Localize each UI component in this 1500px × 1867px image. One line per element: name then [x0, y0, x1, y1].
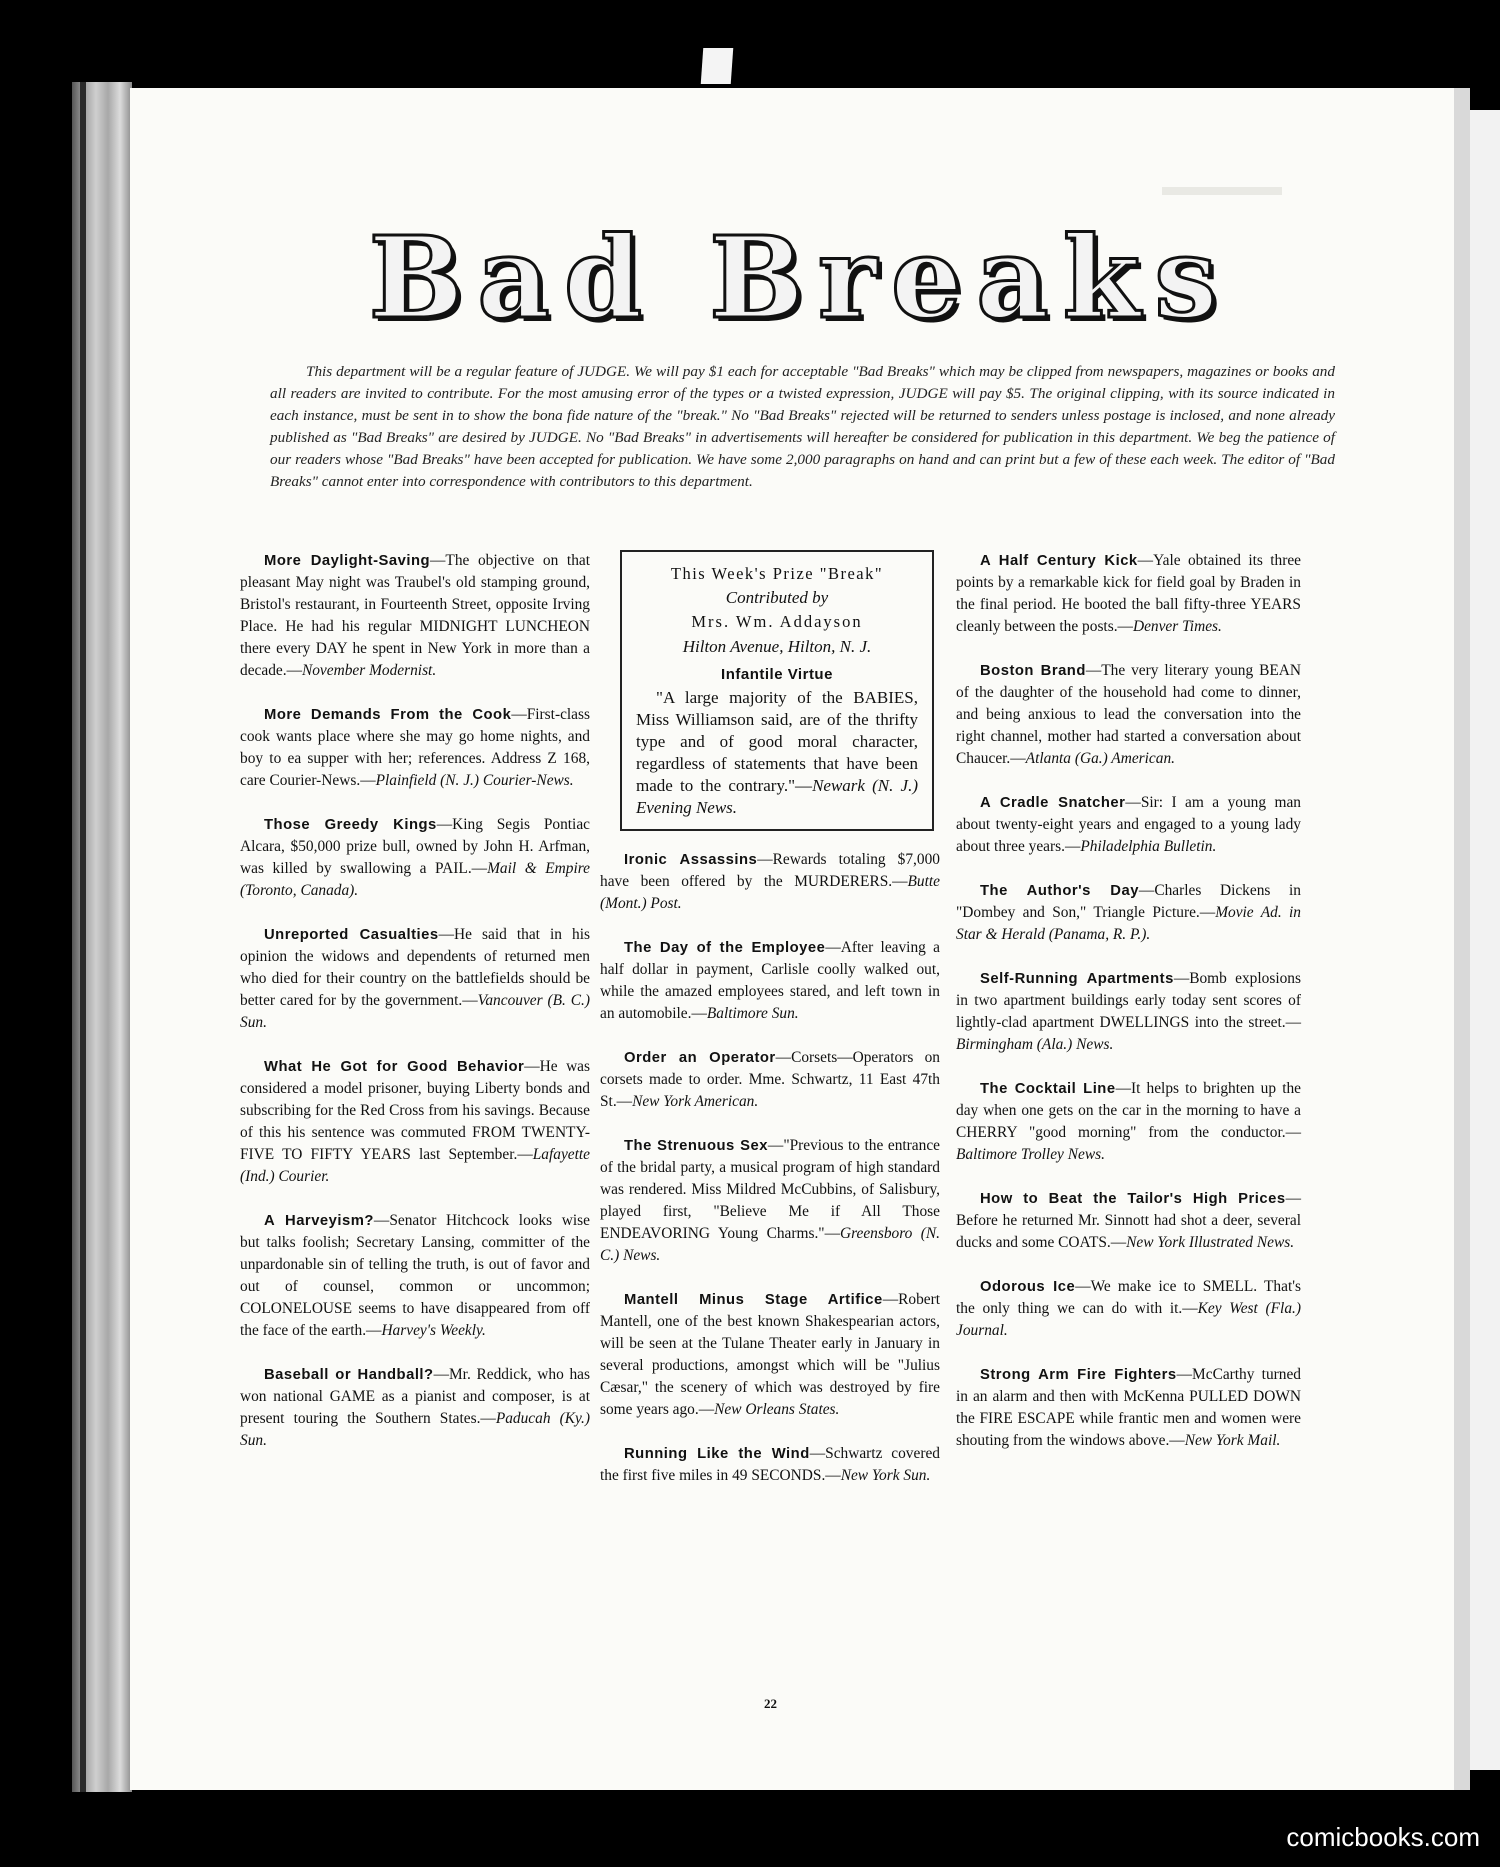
break-text: —Robert Mantell, one of the best known Shakespearian actors, will be seen at the Tulane Theater early in January in several productions, amongst which will be "Julius Cæsar," the scenery of which was destroyed by fire some years ago.— — [600, 1291, 940, 1418]
break-headline: More Daylight-Saving — [264, 553, 431, 569]
break-item — [956, 792, 1301, 858]
break-item — [240, 814, 590, 902]
break-source: New York American. — [632, 1093, 759, 1110]
break-source: Greensboro (N. C.) News. — [600, 1225, 940, 1264]
break-source: Atlanta (Ga.) American. — [1025, 750, 1175, 767]
break-headline: The Cocktail Line — [980, 1081, 1116, 1097]
prize-contributor-name: Mrs. Wm. Addayson — [691, 612, 863, 631]
column-middle-items — [600, 849, 940, 1487]
page-edge — [1454, 88, 1470, 1790]
break-item — [240, 704, 590, 792]
break-item — [956, 1276, 1301, 1342]
break-source: New Orleans States. — [714, 1401, 840, 1418]
break-item — [600, 1047, 940, 1113]
break-headline: Unreported Casualties — [264, 927, 439, 943]
break-source: Denver Times. — [1132, 618, 1222, 635]
break-source: New York Illustrated News. — [1126, 1234, 1295, 1251]
next-page-edge — [1470, 110, 1500, 1770]
break-item — [240, 924, 590, 1034]
break-headline: A Cradle Snatcher — [980, 795, 1126, 811]
break-headline: Those Greedy Kings — [264, 817, 437, 833]
watermark: comicbooks.com — [1286, 1822, 1480, 1852]
break-source: Harvey's Weekly. — [381, 1322, 486, 1339]
break-text: —"Previous to the entrance of the bridal party, a musical program of high standard was rendered. Miss Mildred McCubbins, of Salisbury, played first, "Believe Me if All Those ENDEAVORING Young Charms."— — [600, 1137, 940, 1242]
break-text: —Senator Hitchcock looks wise but talks foolish; Secretary Lansing, committer of the unpardonable sin of telling the truth, is out of favor and out of counsel, common or uncommon; COLONELOUSE seems to have disappeared from off the face of the earth.— — [240, 1212, 590, 1339]
break-item — [600, 1135, 940, 1267]
break-headline: More Demands From the Cook — [264, 707, 512, 723]
break-source: New York Sun. — [840, 1467, 931, 1484]
break-text: —Rewards totaling $7,000 have been offered by the MURDERERS.— — [600, 851, 940, 890]
break-item — [240, 550, 590, 682]
break-text: —Sir: I am a young man about twenty-eight years and engaged to a young lady about three years.— — [956, 794, 1301, 855]
break-text: —King Segis Pontiac Alcara, $50,000 prize bull, owned by John H. Arfman, was killed by swallowing a PAIL.— — [240, 816, 590, 877]
break-item — [240, 1210, 590, 1342]
prize-box — [620, 550, 934, 831]
break-item — [956, 660, 1301, 770]
break-source: Philadelphia Bulletin. — [1080, 838, 1217, 855]
column-middle — [600, 550, 940, 1509]
break-headline: Mantell Minus Stage Artifice — [624, 1292, 883, 1308]
spine-edge — [80, 82, 86, 1792]
break-text: —Schwartz covered the first five miles in 49 SECONDS.— — [600, 1445, 940, 1484]
break-text: —Mr. Reddick, who has won national GAME as a pianist and composer, is at present touring the Southern States.— — [240, 1366, 591, 1427]
prize-contributed-by: Contributed by — [725, 588, 829, 607]
break-text: —After leaving a half dollar in payment, Carlisle coolly walked out, while the amazed employees stared, and left town in an automobile.— — [600, 939, 940, 1022]
bookmark-tab — [701, 48, 734, 84]
magazine-page — [130, 88, 1466, 1790]
break-headline: The Day of the Employee — [624, 940, 826, 956]
break-headline: Strong Arm Fire Fighters — [980, 1367, 1177, 1383]
break-item — [600, 1443, 940, 1487]
break-text: —McCarthy turned in an alarm and then with McKenna PULLED DOWN the FIRE ESCAPE while frantic men and women were shouting from the windows above.— — [956, 1366, 1301, 1449]
break-headline: A Harveyism? — [264, 1213, 374, 1229]
break-item — [956, 880, 1301, 946]
break-source: Baltimore Sun. — [706, 1005, 799, 1022]
intro-paragraph: This department will be a regular feature of JUDGE. We will pay $1 each for acceptable "Bad Breaks" which may be clipped from newspapers, magazines or books and all readers are invited to contribute. For the most amusing error of the types or a twisted expression, JUDGE will pay $5. The original clipping, with its source indicated in each instance, must be sent in to show the bona fide nature of the "break." No "Bad Breaks" rejected will be returned to senders unless postage is inclosed, and none already published as "Bad Breaks" are desired by JUDGE. No "Bad Breaks" in advertisements will hereafter be considered for publication in this department. We beg the patience of our readers whose "Bad Breaks" have been accepted for publication. We have some 2,000 paragraphs on hand and can print but a few of these each week. The editor of "Bad Breaks" cannot enter into correspondence with contributors to this department. — [270, 363, 1335, 490]
break-source: New York Mail. — [1184, 1432, 1281, 1449]
break-headline: Baseball or Handball? — [264, 1367, 434, 1383]
prize-contributor-address: Hilton Avenue, Hilton, N. J. — [682, 637, 872, 656]
break-text: —Before he returned Mr. Sinnott had shot a deer, several ducks and some COATS.— — [956, 1190, 1301, 1251]
break-text: —Corsets—Operators on corsets made to order. Mme. Schwartz, 11 East 47th St.— — [600, 1049, 940, 1110]
break-headline: Odorous Ice — [980, 1279, 1076, 1295]
break-source: Vancouver (B. C.) Sun. — [240, 992, 590, 1031]
break-text: —Bomb explosions in two apartment buildings early today sent scores of lightly-clad apartment DWELLINGS into the street.— — [956, 970, 1301, 1031]
break-source: Mail & Empire (Toronto, Canada). — [240, 860, 590, 899]
break-text: —First-class cook wants place where she may go home nights, and boy to ea supper with her; references. Address Z 168, care Courier-News.— — [240, 706, 590, 789]
column-right — [956, 550, 1301, 1474]
page-title: Bad Breaks — [368, 213, 1232, 344]
break-source: Baltimore Trolley News. — [956, 1146, 1105, 1163]
break-item — [600, 1289, 940, 1421]
break-item — [240, 1364, 590, 1452]
break-headline: Running Like the Wind — [624, 1446, 810, 1462]
break-item — [956, 1364, 1301, 1452]
break-item — [956, 550, 1301, 638]
prize-break-text — [636, 687, 918, 819]
break-source: Lafayette (Ind.) Courier. — [240, 1146, 590, 1185]
break-item — [600, 937, 940, 1025]
header-ghost — [1162, 187, 1282, 195]
break-headline: Self-Running Apartments — [980, 971, 1174, 987]
break-text: —The very literary young BEAN of the daughter of the household had come to dinner, and being anxious to lead the conversation into the right channel, mother had started a conversation about Chaucer.— — [956, 662, 1301, 767]
break-text: —He said that in his opinion the widows and dependents of returned men who died for their country on the battlefields should be better cared for by the government.— — [240, 926, 590, 1009]
break-item — [956, 1078, 1301, 1166]
prize-source: Newark (N. J.) Evening News. — [636, 776, 919, 817]
break-source: Key West (Fla.) Journal. — [956, 1300, 1301, 1339]
break-source: November Modernist. — [301, 662, 437, 679]
break-item — [240, 1056, 590, 1188]
prize-heading: This Week's Prize "Break" — [670, 564, 884, 583]
break-headline: The Author's Day — [980, 883, 1139, 899]
break-text: —Charles Dickens in "Dombey and Son," Triangle Picture.— — [956, 882, 1301, 921]
break-text: —Yale obtained its three points by a remarkable kick for field goal by Braden in the final period. He booted the ball fifty-three YEARS cleanly between the posts.— — [956, 552, 1301, 635]
break-headline: Ironic Assassins — [624, 852, 758, 868]
prize-text-body: "A large majority of the BABIES, Miss Williamson said, are of the thrifty type and of good moral character, regardless of statements that have been made to the contrary."— — [636, 688, 918, 795]
break-headline: Boston Brand — [980, 663, 1086, 679]
break-source: Butte (Mont.) Post. — [600, 873, 940, 912]
break-headline: A Half Century Kick — [980, 553, 1138, 569]
column-left — [240, 550, 590, 1474]
break-text: —We make ice to SMELL. That's the only thing we can do with it.— — [956, 1278, 1301, 1317]
break-item — [956, 968, 1301, 1056]
page-number: 22 — [764, 1696, 777, 1711]
break-headline: The Strenuous Sex — [624, 1138, 768, 1154]
break-source: Plainfield (N. J.) Courier-News. — [375, 772, 574, 789]
break-text: —The objective on that pleasant May night was Traubel's old stamping ground, Bristol's restaurant, in Fourteenth Street, opposite Irving Place. He had his regular MIDNIGHT LUNCHEON there every DAY he spent in New York in more than a decade.— — [240, 552, 590, 679]
break-item — [600, 849, 940, 915]
break-headline: How to Beat the Tailor's High Prices — [980, 1191, 1286, 1207]
break-text: —It helps to brighten up the day when one gets on the car in the morning to have a CHERRY "good morning" from the conductor.— — [956, 1080, 1301, 1141]
break-item — [956, 1188, 1301, 1254]
break-text: —He was considered a model prisoner, buying Liberty bonds and subscribing for the Red Cross from his savings. Because of this his sentence was commuted FROM TWENTY-FIVE TO FIFTY YEARS last September.— — [240, 1058, 590, 1163]
break-source: Birmingham (Ala.) News. — [956, 1036, 1114, 1053]
break-headline: Order an Operator — [624, 1050, 776, 1066]
break-source: Paducah (Ky.) Sun. — [240, 1410, 590, 1449]
break-headline: What He Got for Good Behavior — [264, 1059, 525, 1075]
prize-break-title: Infantile Virtue — [721, 666, 833, 683]
break-source: Movie Ad. in Star & Herald (Panama, R. P.). — [956, 904, 1302, 943]
